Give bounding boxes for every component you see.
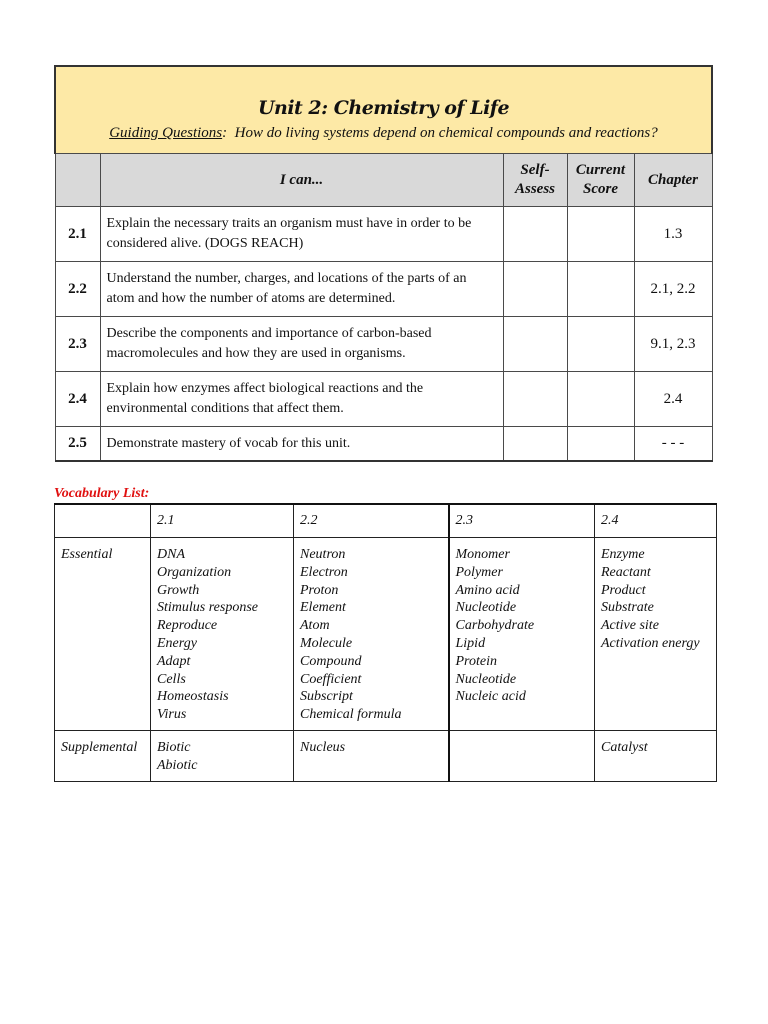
vocab-word: Growth (157, 582, 200, 598)
self-assess-cell[interactable] (503, 427, 567, 462)
self-assess-cell[interactable] (503, 372, 567, 427)
vocab-word: Chemical formula (300, 707, 402, 723)
self-assess-cell[interactable] (503, 262, 567, 317)
goal-number: 2.3 (55, 317, 100, 372)
goal-chapter: 1.3 (634, 207, 712, 262)
vocab-word: Coefficient (300, 671, 362, 687)
vocab-word: Amino acid (455, 582, 520, 598)
vocab-word: Stimulus response (157, 600, 258, 616)
vocab-word: Organization (157, 564, 232, 580)
vocab-word: Electron (300, 564, 348, 580)
supplemental-words-2-1 (151, 731, 294, 782)
vocab-word: Reactant (601, 564, 651, 580)
goal-number: 2.5 (55, 427, 100, 462)
unit-banner (55, 66, 712, 154)
vocab-word: Nucleus (300, 740, 346, 755)
self-assess-cell[interactable] (503, 317, 567, 372)
header-current-score (567, 154, 634, 207)
current-score-cell[interactable] (567, 262, 634, 317)
vocab-word: Reproduce (157, 618, 218, 634)
essential-words-2-2 (294, 538, 449, 731)
vocab-word: Nucleotide (455, 671, 517, 687)
vocab-word: DNA (157, 547, 185, 562)
vocabulary-list-label: Vocabulary List: (54, 486, 150, 501)
goal-row (55, 427, 712, 462)
goal-chapter: - - - (634, 427, 712, 462)
header-self-assess (503, 154, 567, 207)
goal-chapter: 2.4 (634, 372, 712, 427)
goal-number: 2.2 (55, 262, 100, 317)
vocab-word: Protein (455, 653, 497, 669)
vocab-word: Monomer (455, 547, 510, 562)
goal-row (55, 372, 712, 427)
vocab-word: Adapt (157, 653, 191, 669)
vocab-word: Element (300, 600, 346, 616)
header-chapter: Chapter (634, 154, 712, 207)
current-score-cell[interactable] (567, 427, 634, 462)
goal-number: 2.4 (55, 372, 100, 427)
essential-words-2-1 (151, 538, 294, 731)
vocab-word: Energy (157, 635, 197, 651)
vocab-column-header: 2.4 (595, 504, 717, 538)
current-score-cell[interactable] (567, 372, 634, 427)
header-blank (55, 154, 100, 207)
goal-chapter: 2.1, 2.2 (634, 262, 712, 317)
goal-row (55, 262, 712, 317)
goal-description: Describe the components and importance of carbon-based macromolecules and how they are used in organisms. (100, 317, 503, 372)
guiding-questions: Guiding Questions: How do living systems depend on chemical compounds and reactions? (109, 125, 658, 141)
header-ican: I can... (100, 154, 503, 207)
vocab-word: Carbohydrate (455, 618, 535, 634)
vocab-word: Catalyst (601, 740, 648, 755)
learning-goals-table (54, 65, 713, 462)
vocab-word: Atom (300, 618, 330, 634)
essential-words-2-4 (595, 538, 717, 731)
vocab-corner-cell (55, 504, 151, 538)
goal-chapter: 9.1, 2.3 (634, 317, 712, 372)
vocab-word: Subscript (300, 689, 353, 705)
goal-row (55, 207, 712, 262)
vocab-word: Proton (300, 582, 339, 598)
vocab-word: Enzyme (601, 547, 645, 562)
vocab-word: Compound (300, 653, 362, 669)
guiding-questions-label: Guiding Questions (109, 125, 223, 141)
vocab-word: Active site (601, 618, 659, 634)
vocab-column-header: 2.2 (294, 504, 449, 538)
vocab-word: Abiotic (157, 757, 198, 773)
vocab-word: Substrate (601, 600, 654, 616)
vocab-word: Neutron (300, 547, 346, 562)
current-score-cell[interactable] (567, 317, 634, 372)
self-assess-cell[interactable] (503, 207, 567, 262)
vocab-word: Nucleotide (455, 600, 517, 616)
essential-words-2-3 (449, 538, 595, 731)
unit-title: Unit 2: Chemistry of Life (257, 97, 510, 119)
vocab-word: Lipid (455, 635, 486, 651)
vocab-word: Polymer (455, 564, 503, 580)
supplemental-words-2-2 (294, 731, 449, 782)
vocab-word: Homeostasis (157, 689, 229, 705)
vocab-word: Biotic (157, 740, 191, 755)
vocab-word: Cells (157, 671, 186, 687)
vocabulary-table (54, 503, 717, 782)
goal-row (55, 317, 712, 372)
goal-number: 2.1 (55, 207, 100, 262)
vocab-word: Virus (157, 707, 187, 723)
guiding-question-text: How do living systems depend on chemical compounds and reactions? (234, 125, 658, 141)
vocab-column-header: 2.1 (151, 504, 294, 538)
goal-description: Understand the number, charges, and locations of the parts of an atom and how the number of atoms are determined. (100, 262, 503, 317)
vocab-word: Product (601, 582, 646, 598)
goal-description: Demonstrate mastery of vocab for this unit. (100, 427, 503, 462)
supplemental-words-2-3 (449, 731, 595, 782)
supplemental-row-label: Supplemental (55, 731, 151, 782)
essential-row-label: Essential (55, 538, 151, 731)
current-score-cell[interactable] (567, 207, 634, 262)
vocab-column-header: 2.3 (449, 504, 595, 538)
supplemental-words-2-4 (595, 731, 717, 782)
vocab-word: Molecule (300, 635, 353, 651)
vocab-word: Activation energy (601, 635, 700, 651)
header-current-score-label: Current Score (575, 162, 626, 197)
goal-description: Explain how enzymes affect biological reactions and the environmental conditions that affect them. (100, 372, 503, 427)
header-self-assess-label: Self- Assess (514, 162, 555, 197)
vocab-word: Nucleic acid (455, 689, 526, 705)
goal-description: Explain the necessary traits an organism must have in order to be considered alive. (DOGS REACH) (100, 207, 503, 262)
